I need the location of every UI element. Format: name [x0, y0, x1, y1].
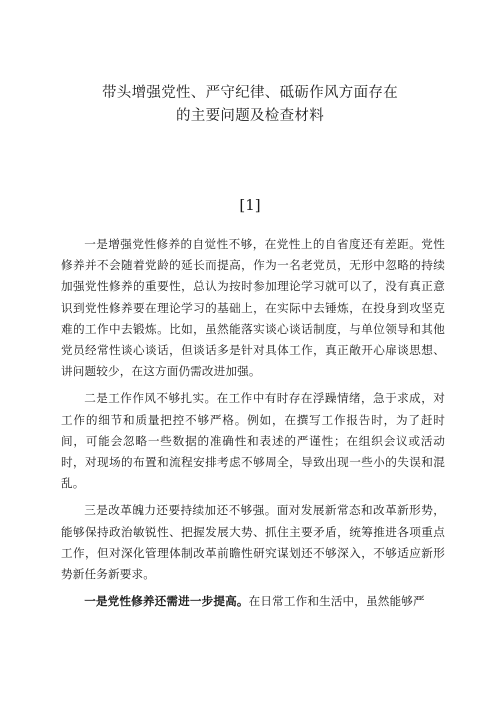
document-body — [61, 234, 445, 618]
title-line-1: 带头增强党性、严守纪律、砥砺作风方面存在 — [102, 85, 398, 101]
paragraph-2: 二是工作作风不够扎实。在工作中有时存在浮躁情绪，急于求成，对工作的细节和质量把控不够严格。例如，在撰写工作报告时，为了赶时间，可能会忽略一些数据的准确性和表述的严谨性；在组织会议或活动时，对现场的布置和流程安排考虑不够周全，导致出现一些小的失误和混乱。 — [61, 391, 445, 491]
paragraph-4-rest: 在日常工作和生活中，虽然能够严 — [248, 594, 425, 609]
paragraph-4 — [61, 591, 445, 612]
section-number: [1] — [239, 196, 261, 214]
title-line-2: 的主要问题及检查材料 — [176, 108, 324, 124]
paragraph-1: 一是增强党性修养的自觉性不够，在党性上的自省度还有差距。党性修养并不会随着党龄的延长而提高，作为一名老党员，无形中忽略的持续加强党性修养的重要性，总认为按时参加理论学习就可以了，没有真正意识到党性修养要在理论学习的基础上，在实际中去锤炼，在投身到攻坚克难的工作中去锻炼。比如，虽然能落实谈心谈话制度，与单位领导和其他党员经常性谈心谈话，但谈话多是针对具体工作，真正敞开心扉谈思想、讲问题较少，在这方面仍需改进加强。 — [61, 237, 445, 379]
paragraph-3: 三是改革魄力还要持续加还不够强。面对发展新常态和改革新形势，能够保持政治敏锐性、把握发展大势、抓住主要矛盾，统筹推进各项重点工作，但对深化管理体制改革前瞻性研究谋划还不够深入，不够适应新形势新任务新要求。 — [61, 503, 445, 582]
paragraph-4-lead: 一是党性修养还需进一步提高。 — [84, 594, 249, 609]
document-title — [60, 82, 440, 128]
